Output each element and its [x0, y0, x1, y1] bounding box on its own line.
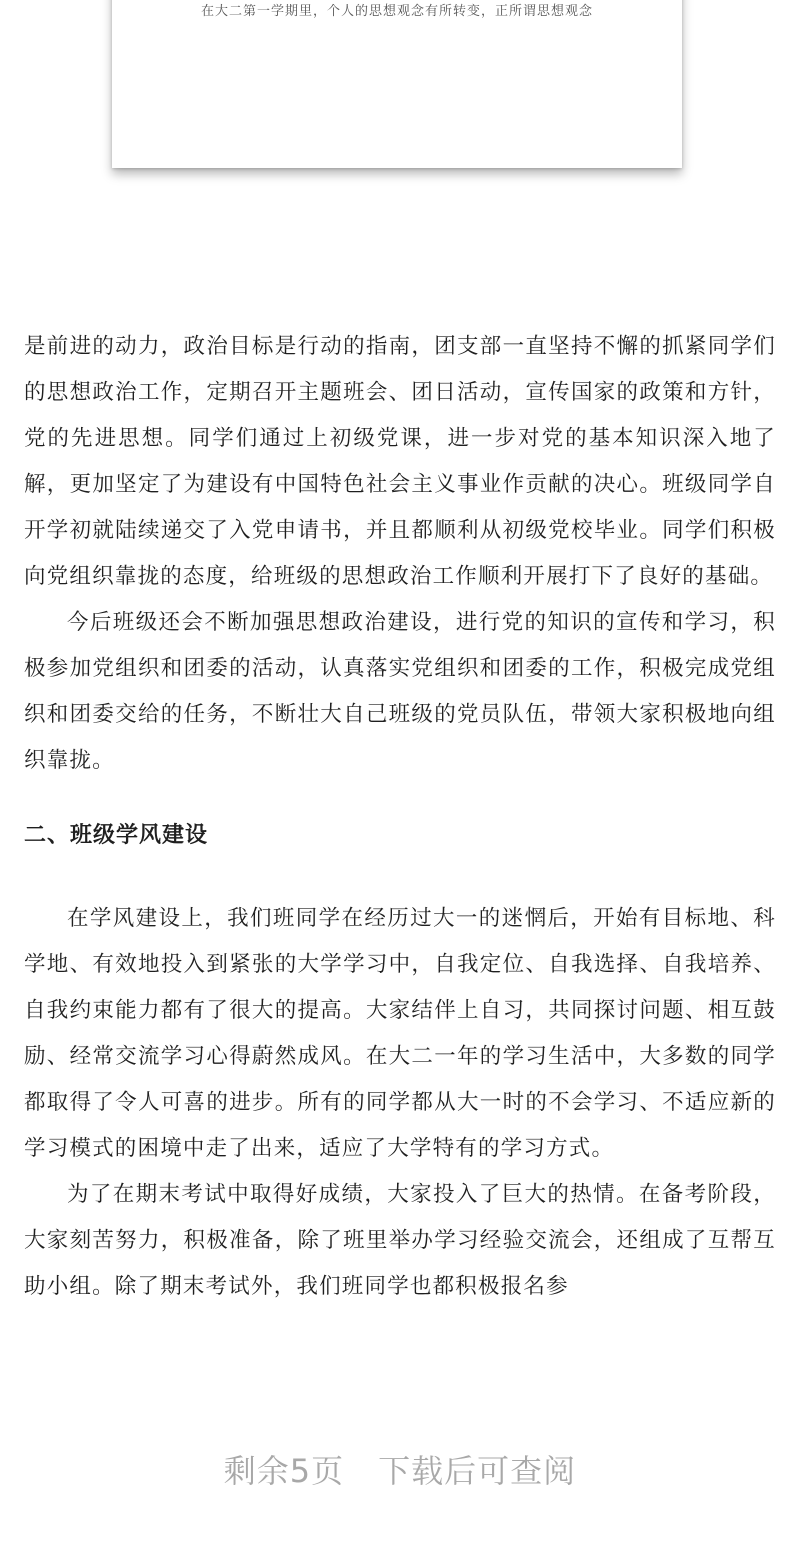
download-prompt[interactable] [0, 1446, 800, 1492]
document-body [24, 324, 776, 1310]
paragraph-3: 在学风建设上，我们班同学在经历过大一的迷惘后，开始有目标地、科学地、有效地投入到紧张的大学学习中，自我定位、自我选择、自我培养、自我约束能力都有了很大的提高。大家结伴上自习，共同探讨问题、相互鼓励、经常交流学习心得蔚然成风。在大二一年的学习生活中，大多数的同学都取得了令人可喜的进步。所有的同学都从大一时的不会学习、不适应新的学习模式的困境中走了出来，适应了大学特有的学习方式。 [24, 906, 776, 1161]
paragraph-4: 为了在期末考试中取得好成绩，大家投入了巨大的热情。在备考阶段，大家刻苦努力，积极准备，除了班里举办学习经验交流会，还组成了互帮互助小组。除了期末考试外，我们班同学也都积极报名参 [24, 1182, 776, 1299]
paragraph-2: 今后班级还会不断加强思想政治建设，进行党的知识的宣传和学习，积极参加党组织和团委的活动，认真落实党组织和团委的工作，积极完成党组织和团委交给的任务，不断壮大自己班级的党员队伍，带领大家积极地向组织靠拢。 [24, 610, 776, 773]
document-preview-card [112, 0, 682, 168]
preview-text: 在大二第一学期里，个人的思想观念有所转变，正所谓思想观念 [200, 4, 593, 19]
download-to-view-label[interactable]: 下载后可查阅 [378, 1452, 577, 1490]
paragraph-1: 是前进的动力，政治目标是行动的指南，团支部一直坚持不懈的抓紧同学们的思想政治工作，定期召开主题班会、团日活动，宣传国家的政策和方针，党的先进思想。同学们通过上初级党课，进一步对党的基本知识深入地了解，更加坚定了为建设有中国特色社会主义事业作贡献的决心。班级同学自开学初就陆续递交了入党申请书，并且都顺利从初级党校毕业。同学们积极向党组织靠拢的态度，给班级的思想政治工作顺利开展打下了良好的基础。 [24, 334, 776, 589]
section-heading: 二、班级学风建设 [24, 823, 209, 848]
remaining-pages-label[interactable]: 剩余5页 [223, 1452, 345, 1490]
